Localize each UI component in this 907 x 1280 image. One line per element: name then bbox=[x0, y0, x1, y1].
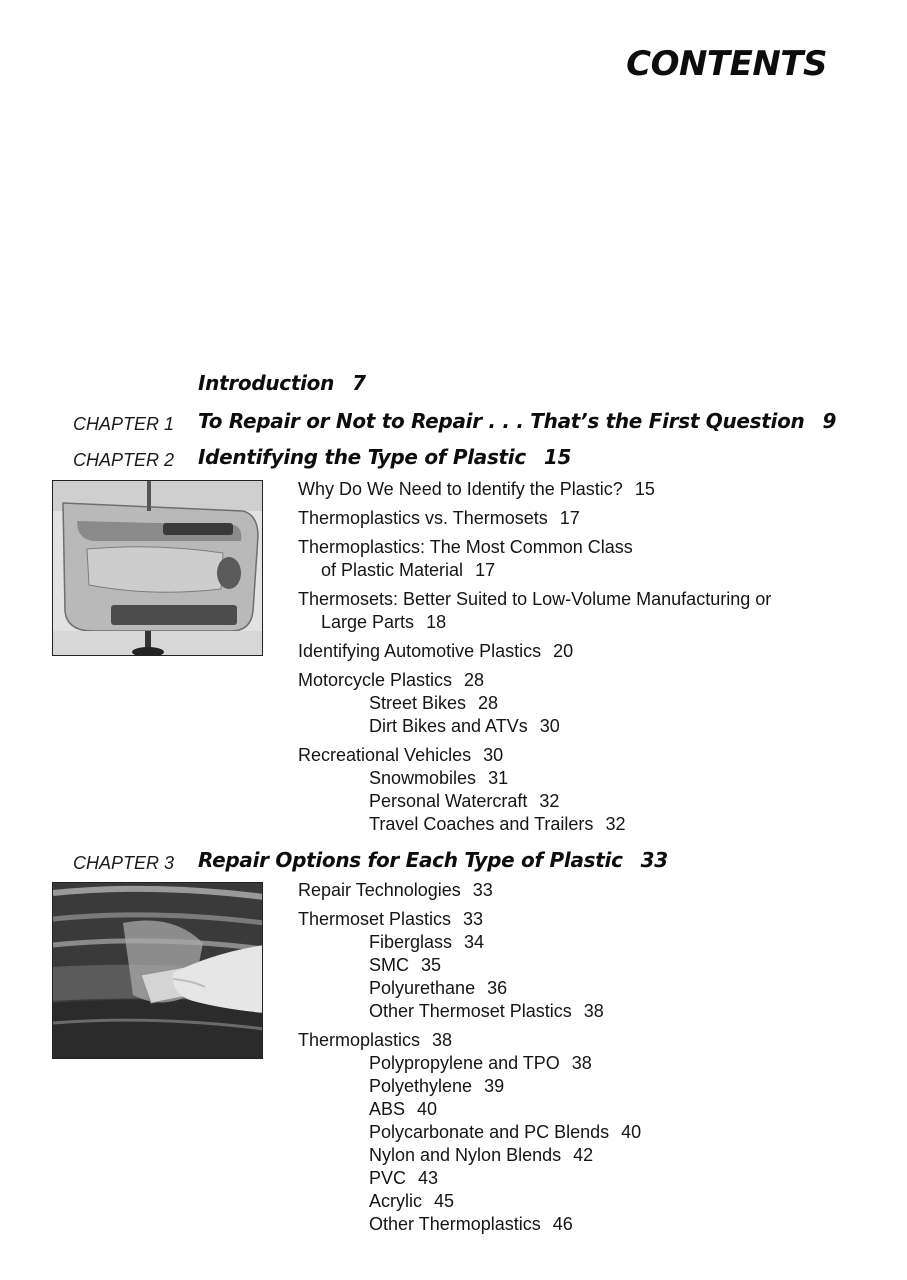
toc-subentry[interactable] bbox=[298, 1000, 641, 1023]
toc-entry[interactable] bbox=[298, 744, 771, 767]
toc-subentry[interactable] bbox=[298, 692, 771, 715]
entry-continuation bbox=[298, 611, 771, 634]
entry-page: 38 bbox=[432, 1030, 453, 1050]
toc-subentry[interactable] bbox=[298, 1075, 641, 1098]
chapter-page: 9 bbox=[822, 409, 837, 433]
entry-page: 35 bbox=[421, 955, 442, 975]
chapter-title bbox=[198, 409, 836, 433]
entry-text: PVC bbox=[369, 1168, 407, 1188]
entry-text: Other Thermoset Plastics bbox=[369, 1001, 572, 1021]
entry-text: Thermoset Plastics bbox=[298, 909, 452, 929]
entry-page: 38 bbox=[583, 1001, 604, 1021]
entry-text: Thermosets: Better Suited to Low-Volume Manufacturing or bbox=[298, 589, 772, 609]
entry-text: Travel Coaches and Trailers bbox=[369, 814, 594, 834]
entry-page: 42 bbox=[573, 1145, 594, 1165]
entry-text: Thermoplastics: The Most Common Class bbox=[298, 537, 633, 557]
toc-subentry[interactable] bbox=[298, 977, 641, 1000]
entry-text: SMC bbox=[369, 955, 409, 975]
entry-continuation bbox=[298, 559, 771, 582]
toc-entry[interactable] bbox=[298, 1029, 641, 1052]
chapter-2-entries bbox=[298, 478, 771, 836]
toc-chapter-3[interactable] bbox=[0, 848, 907, 878]
entry-text: Thermoplastics bbox=[298, 1030, 421, 1050]
chapter-3-entries bbox=[298, 879, 641, 1236]
entry-page: 32 bbox=[539, 791, 560, 811]
entry-page: 39 bbox=[484, 1076, 505, 1096]
chapter-title-text: Repair Options for Each Type of Plastic bbox=[198, 848, 623, 872]
entry-text: Motorcycle Plastics bbox=[298, 670, 453, 690]
toc-subentry[interactable] bbox=[298, 1213, 641, 1236]
toc-subentry[interactable] bbox=[298, 813, 771, 836]
toc-subentry[interactable] bbox=[298, 1190, 641, 1213]
entry-page: 33 bbox=[472, 880, 493, 900]
entry-page: 30 bbox=[483, 745, 504, 765]
entry-text: ABS bbox=[369, 1099, 406, 1119]
bumper-repair-photo bbox=[52, 882, 263, 1059]
toc-subentry[interactable] bbox=[298, 931, 641, 954]
entry-page: 33 bbox=[463, 909, 484, 929]
entry-page: 45 bbox=[434, 1191, 455, 1211]
entry-page: 43 bbox=[418, 1168, 439, 1188]
toc-subentry[interactable] bbox=[298, 767, 771, 790]
toc-subentry[interactable] bbox=[298, 1167, 641, 1190]
entry-text-continued: of Plastic Material bbox=[321, 560, 464, 580]
toc-subentry[interactable] bbox=[298, 954, 641, 977]
entry-page: 17 bbox=[475, 560, 496, 580]
entry-text: Fiberglass bbox=[369, 932, 453, 952]
toc-chapter-2[interactable] bbox=[0, 445, 907, 475]
page-title: CONTENTS bbox=[626, 44, 827, 84]
entry-text: Acrylic bbox=[369, 1191, 422, 1211]
entry-text: Dirt Bikes and ATVs bbox=[369, 716, 528, 736]
entry-page: 30 bbox=[539, 716, 560, 736]
toc-entry[interactable] bbox=[298, 879, 641, 902]
entry-text: Identifying Automotive Plastics bbox=[298, 641, 542, 661]
entry-text: Street Bikes bbox=[369, 693, 467, 713]
toc-subentry[interactable] bbox=[298, 1052, 641, 1075]
toc-subentry[interactable] bbox=[298, 1098, 641, 1121]
chapter-title-text: Identifying the Type of Plastic bbox=[198, 445, 526, 469]
entry-page: 20 bbox=[553, 641, 574, 661]
entry-page: 17 bbox=[559, 508, 580, 528]
entry-text: Nylon and Nylon Blends bbox=[369, 1145, 562, 1165]
entry-text: Snowmobiles bbox=[369, 768, 477, 788]
toc-subentry[interactable] bbox=[298, 790, 771, 813]
toc-entry[interactable] bbox=[298, 640, 771, 663]
toc-subentry[interactable] bbox=[298, 715, 771, 738]
toc-subentry[interactable] bbox=[298, 1144, 641, 1167]
toc-entry[interactable] bbox=[298, 908, 641, 931]
toc-entry[interactable] bbox=[298, 507, 771, 530]
entry-page: 36 bbox=[487, 978, 508, 998]
chapter-title-text: To Repair or Not to Repair . . . That’s the First Question bbox=[198, 409, 805, 433]
toc-entry[interactable] bbox=[298, 536, 771, 582]
entry-page: 28 bbox=[478, 693, 499, 713]
chapter-page: 15 bbox=[543, 445, 572, 469]
entry-page: 40 bbox=[621, 1122, 642, 1142]
entry-page: 46 bbox=[552, 1214, 573, 1234]
toc-entry[interactable] bbox=[298, 588, 771, 634]
entry-text-continued: Large Parts bbox=[321, 612, 415, 632]
entry-text: Repair Technologies bbox=[298, 880, 461, 900]
entry-text: Polypropylene and TPO bbox=[369, 1053, 560, 1073]
entry-page: 28 bbox=[464, 670, 485, 690]
car-door-panel-photo bbox=[52, 480, 263, 656]
toc-introduction[interactable] bbox=[0, 371, 907, 401]
entry-page: 18 bbox=[426, 612, 447, 632]
entry-text: Polyurethane bbox=[369, 978, 476, 998]
chapter-label: CHAPTER 1 bbox=[73, 414, 175, 434]
entry-text: Polyethylene bbox=[369, 1076, 473, 1096]
entry-page: 31 bbox=[488, 768, 509, 788]
chapter-label: CHAPTER 2 bbox=[73, 450, 175, 470]
entry-text: Polycarbonate and PC Blends bbox=[369, 1122, 610, 1142]
entry-text: Why Do We Need to Identify the Plastic? bbox=[298, 479, 623, 499]
toc-chapter-1[interactable] bbox=[0, 409, 907, 439]
chapter-title bbox=[198, 445, 571, 469]
entry-page: 40 bbox=[417, 1099, 438, 1119]
toc-entry[interactable] bbox=[298, 669, 771, 692]
chapter-label: CHAPTER 3 bbox=[73, 853, 175, 873]
entry-text: Other Thermoplastics bbox=[369, 1214, 541, 1234]
chapter-title bbox=[198, 848, 668, 872]
entry-text: Personal Watercraft bbox=[369, 791, 528, 811]
intro-title-text: Introduction bbox=[198, 371, 335, 395]
toc-entry[interactable] bbox=[298, 478, 771, 501]
entry-page: 34 bbox=[464, 932, 485, 952]
entry-page: 38 bbox=[571, 1053, 592, 1073]
toc-subentry[interactable] bbox=[298, 1121, 641, 1144]
intro-title bbox=[198, 371, 366, 395]
chapter-page: 33 bbox=[640, 848, 668, 872]
entry-text: Thermoplastics vs. Thermosets bbox=[298, 508, 548, 528]
entry-page: 32 bbox=[605, 814, 626, 834]
intro-page: 7 bbox=[352, 371, 366, 395]
entry-page: 15 bbox=[634, 479, 655, 499]
entry-text: Recreational Vehicles bbox=[298, 745, 472, 765]
